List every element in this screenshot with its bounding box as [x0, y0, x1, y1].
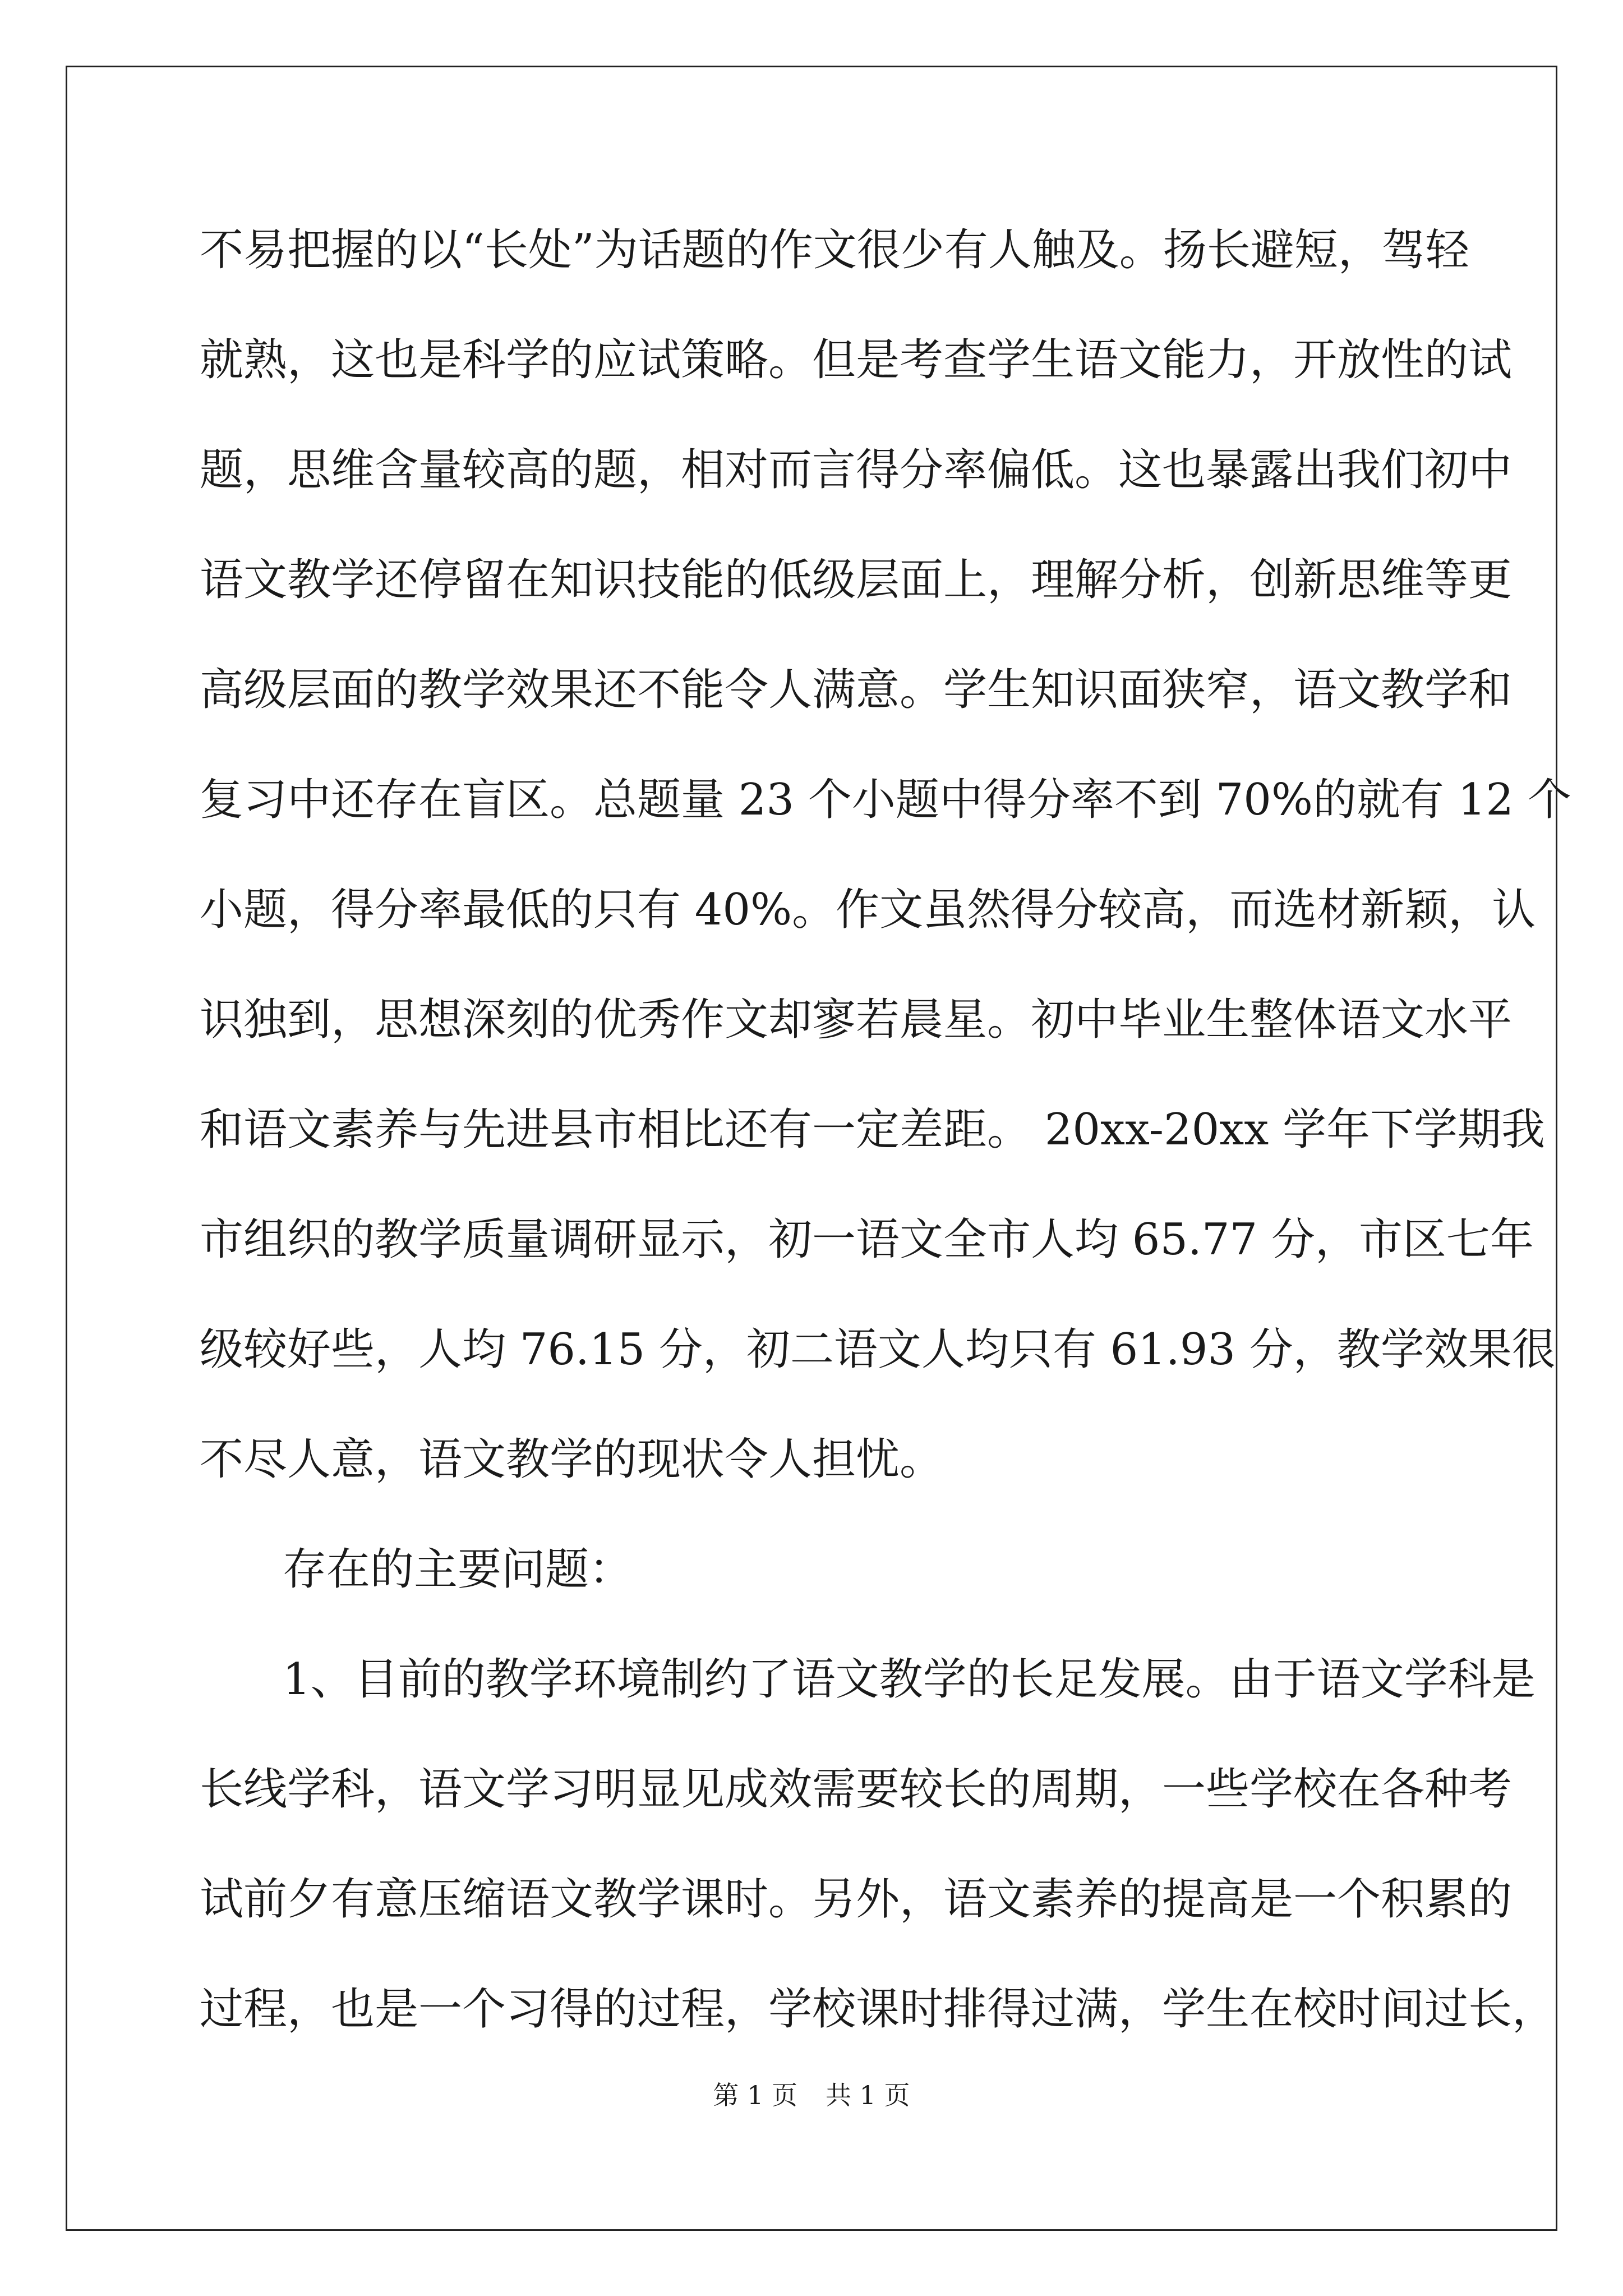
- text-line: 不尽人意，语文教学的现状令人担忧。: [200, 1434, 944, 1485]
- text-line: 题，思维含量较高的题，相对而言得分率偏低。这也暴露出我们初中: [200, 445, 1513, 495]
- text-line: 复习中还存在盲区。总题量 23 个小题中得分率不到 70%的就有 12 个: [200, 775, 1571, 825]
- text-line: 过程，也是一个习得的过程，学校课时排得过满，学生在校时间过长，: [200, 1984, 1556, 2035]
- text-line: 语文教学还停留在知识技能的低级层面上，理解分析，创新思维等更: [200, 555, 1513, 605]
- page-total: 共 1 页: [826, 2080, 910, 2110]
- text-line: 识独到，思想深刻的优秀作文却寥若晨星。初中毕业生整体语文水平: [200, 995, 1513, 1045]
- text-line: 长线学科，语文学习明显见成效需要较长的周期，一些学校在各种考: [200, 1764, 1513, 1815]
- text-line: 就熟，这也是科学的应试策略。但是考查学生语文能力，开放性的试: [200, 335, 1513, 385]
- text-line: 不易把握的以“长处”为话题的作文很少有人触及。扬长避短，驾轻: [200, 225, 1469, 275]
- text-line: 和语文素养与先进县市相比还有一定差距。 20xx-20xx 学年下学期我: [200, 1105, 1546, 1155]
- text-line: 试前夕有意压缩语文教学课时。另外，语文素养的提高是一个积累的: [200, 1874, 1513, 1925]
- document-body: [200, 195, 1571, 2064]
- text-line: 1、目前的教学环境制约了语文教学的长足发展。由于语文学科是: [283, 1654, 1536, 1705]
- section-heading: 存在的主要问题：: [283, 1544, 633, 1595]
- text-line: 高级层面的教学效果还不能令人满意。学生知识面狭窄，语文教学和: [200, 665, 1513, 715]
- text-line: 小题，得分率最低的只有 40%。作文虽然得分较高，而选材新颖，认: [200, 885, 1536, 935]
- text-line: 级较好些，人均 76.15 分，初二语文人均只有 61.93 分，教学效果很: [200, 1324, 1556, 1375]
- text-line: 市组织的教学质量调研显示，初一语文全市人均 65.77 分，市区七年: [200, 1214, 1534, 1265]
- page-footer: [0, 2078, 1623, 2112]
- page-number: 第 1 页: [713, 2080, 797, 2110]
